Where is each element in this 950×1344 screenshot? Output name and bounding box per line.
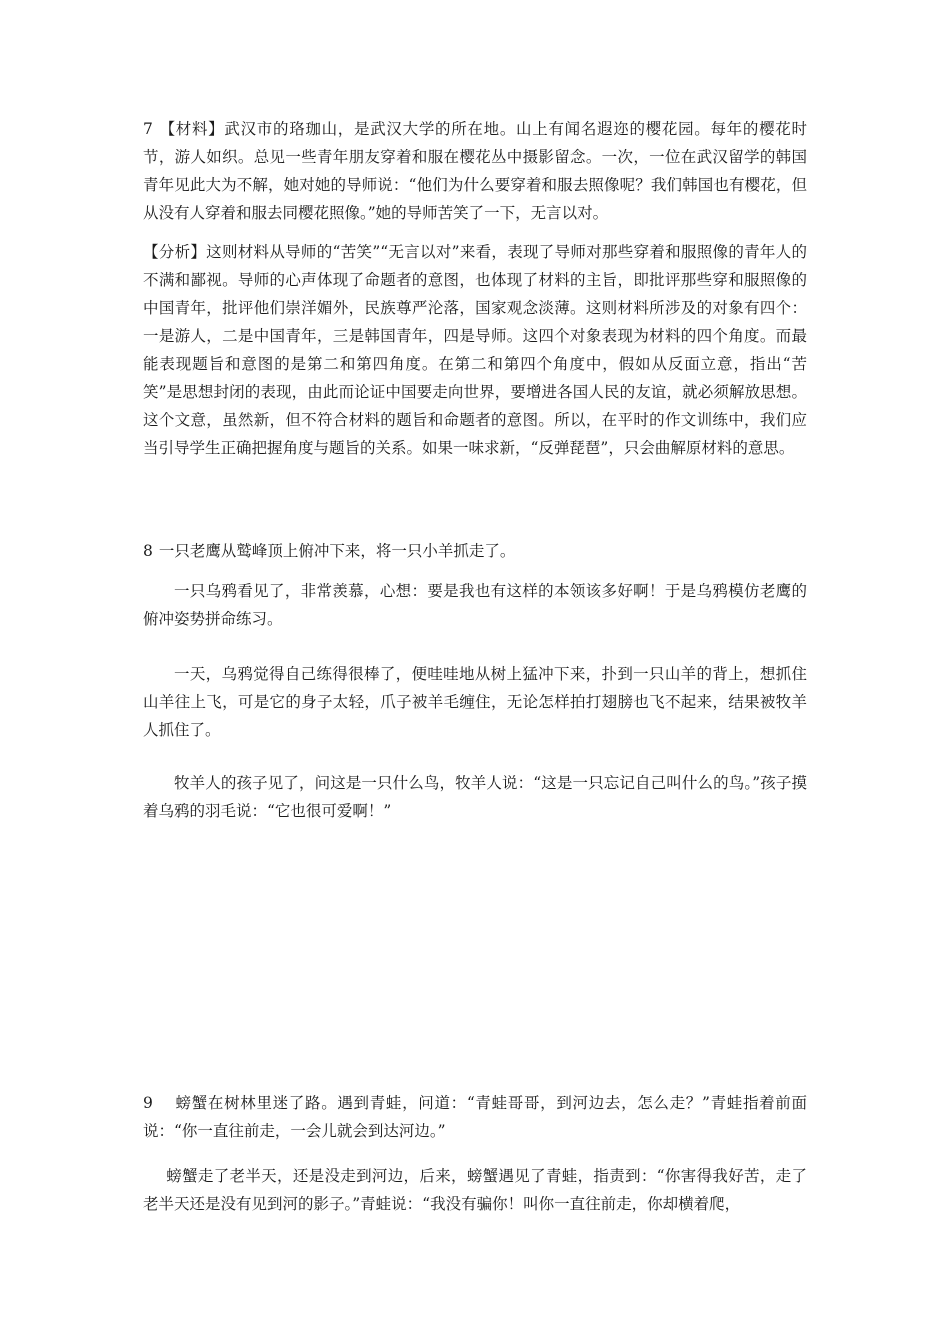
section-7-material-text: 【材料】武汉市的珞珈山，是武汉大学的所在地。山上有闻名遐迩的樱花园。每年的樱花时节，游人如织。总见一些青年朋友穿着和服在樱花丛中摄影留念。一次，一位在武汉留学的韩国青年见此大为不解，她对她的导师说：“他们为什么要穿着和服去照像呢？我们韩国也有樱花，但从没有人穿着和服去同樱花照像。”她的导师苦笑了一下，无言以对。: [143, 120, 807, 222]
section-8-paragraph-4: 牧羊人的孩子见了，问这是一只什么鸟，牧羊人说：“这是一只忘记自己叫什么的鸟。”孩子摸着乌鸦的羽毛说：“它也很可爱啊！”: [143, 774, 807, 820]
section-8-intro-text: 一只老鹰从鹫峰顶上俯冲下来，将一只小羊抓走了。: [158, 542, 516, 560]
section-8-paragraph-2: 一只乌鸦看见了，非常羡慕，心想：要是我也有这样的本领该多好啊！于是乌鸦模仿老鹰的俯冲姿势拼命练习。: [143, 582, 807, 628]
section-9-intro: [143, 1089, 807, 1145]
section-8-number: 8: [143, 542, 153, 560]
section-8-paragraph-3: 一天，乌鸦觉得自己练得很棒了，便哇哇地从树上猛冲下来，扑到一只山羊的背上，想抓住山羊往上飞，可是它的身子太轻，爪子被羊毛缠住，无论怎样拍打翅膀也飞不起来，结果被牧羊人抓住了。: [143, 665, 807, 739]
section-9-paragraph-2: 螃蟹走了老半天，还是没走到河边，后来，螃蟹遇见了青蛙，指责到：“你害得我好苦，走了老半天还是没有见到河的影子。”青蛙说：“我没有骗你！叫你一直往前走，你却横着爬，: [143, 1167, 807, 1213]
section-7-number: 7: [143, 120, 153, 138]
section-9-intro-text: 螃蟹在树林里迷了路。遇到青蛙，问道：“青蛙哥哥，到河边去，怎么走？”青蛙指着前面说：“你一直往前走，一会儿就会到达河边。”: [143, 1094, 807, 1140]
section-7-material: [143, 115, 807, 227]
section-9-number: 9: [143, 1094, 153, 1112]
section-8-intro: [143, 537, 807, 565]
section-7-analysis: 【分析】这则材料从导师的“苦笑”“无言以对”来看，表现了导师对那些穿着和服照像的青年人的不满和鄙视。导师的心声体现了命题者的意图，也体现了材料的主旨，即批评那些穿和服照像的中国青年，批评他们崇洋媚外，民族尊严沦落，国家观念淡薄。这则材料所涉及的对象有四个：一是游人，二是中国青年，三是韩国青年，四是导师。这四个对象表现为材料的四个角度。而最能表现题旨和意图的是第二和第四角度。在第二和第四个角度中，假如从反面立意，指出“苦笑”是思想封闭的表现，由此而论证中国要走向世界，要增进各国人民的友谊，就必须解放思想。这个文意，虽然新，但不符合材料的题旨和命题者的意图。所以，在平时的作文训练中，我们应当引导学生正确把握角度与题旨的关系。如果一味求新，“反弹琵琶”，只会曲解原材料的意思。: [143, 243, 807, 457]
